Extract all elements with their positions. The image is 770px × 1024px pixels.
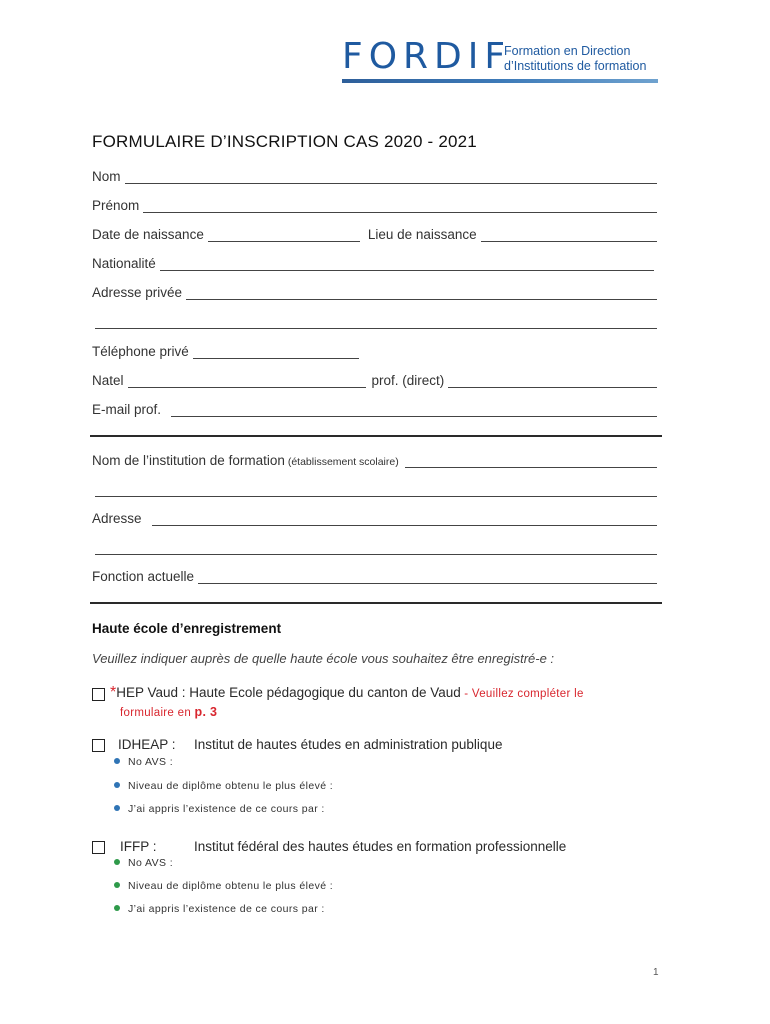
- bullet-dot-icon: [114, 905, 120, 911]
- input-line-prenom[interactable]: [143, 199, 657, 213]
- field-natel: [92, 370, 657, 388]
- idheap-bullet-avs: [114, 756, 173, 768]
- fordif-logo-wordmark: FORDIF: [342, 36, 512, 77]
- label-natel: Natel: [92, 373, 124, 388]
- section-divider-2: [90, 602, 662, 604]
- field-institution: [92, 450, 657, 468]
- label-nom: Nom: [92, 169, 121, 184]
- label-telephone-prive: Téléphone privé: [92, 344, 189, 359]
- field-adresse-institution: [92, 508, 657, 526]
- section-divider-1: [90, 435, 662, 437]
- label-date-naissance: Date de naissance: [92, 227, 204, 242]
- label-adresse-institution: Adresse: [92, 511, 142, 526]
- checkbox-idheap[interactable]: [92, 739, 105, 752]
- logo-underline-bar: [342, 79, 658, 83]
- input-line-lieu-naissance[interactable]: [481, 228, 657, 242]
- label-email-prof: E-mail prof.: [92, 402, 162, 417]
- idheap-name: Institut de hautes études en administration publique: [194, 737, 503, 752]
- idheap-bullet-diplome: [114, 780, 333, 792]
- input-line-email-prof[interactable]: [171, 403, 657, 417]
- field-adresse-privee: [92, 282, 657, 300]
- iffp-bullet-diplome: [114, 880, 333, 892]
- input-line-fonction-actuelle[interactable]: [198, 570, 657, 584]
- form-title: FORMULAIRE D’INSCRIPTION CAS 2020 - 2021: [92, 132, 477, 151]
- bullet-dot-icon: [114, 805, 120, 811]
- input-line-adresse-privee-2[interactable]: [95, 315, 657, 329]
- idheap-bullet-source-text: J’ai appris l’existence de ce cours par :: [128, 803, 325, 815]
- field-adresse-institution-2: [92, 537, 657, 555]
- input-line-nom[interactable]: [125, 170, 657, 184]
- idheap-bullet-diplome-text: Niveau de diplôme obtenu le plus élevé :: [128, 780, 334, 792]
- field-adresse-privee-2: [92, 311, 657, 329]
- iffp-bullet-source: [114, 903, 325, 915]
- fordif-logo-subtitle: [504, 44, 646, 74]
- label-institution: Nom de l’institution de formation: [92, 453, 285, 468]
- label-prenom: Prénom: [92, 198, 140, 213]
- field-naissance: [92, 224, 657, 242]
- input-line-adresse-privee[interactable]: [186, 286, 657, 300]
- field-fonction-actuelle: [92, 566, 657, 584]
- required-star-icon: *: [110, 684, 117, 701]
- hep-vaud-note-text: formulaire en: [120, 707, 192, 719]
- logo-subtitle-line2: d’Institutions de formation: [504, 59, 647, 73]
- label-lieu-naissance: Lieu de naissance: [367, 227, 477, 242]
- bullet-dot-icon: [114, 859, 120, 865]
- field-nom: [92, 166, 657, 184]
- label-institution-small: (établissement scolaire): [287, 456, 399, 468]
- bullet-dot-icon: [114, 758, 120, 764]
- checkbox-iffp[interactable]: [92, 841, 105, 854]
- iffp-code: IFFP :: [120, 839, 157, 854]
- iffp-name: Institut fédéral des hautes études en formation professionnelle: [194, 839, 567, 854]
- checkbox-hep-vaud[interactable]: [92, 688, 105, 701]
- idheap-bullet-avs-text: No AVS :: [128, 756, 174, 768]
- hep-vaud-name: Haute Ecole pédagogique du canton de Vaud: [189, 685, 461, 700]
- idheap-code: IDHEAP :: [118, 737, 176, 752]
- input-line-prof-direct[interactable]: [448, 374, 657, 388]
- input-line-adresse-institution[interactable]: [152, 512, 657, 526]
- bullet-dot-icon: [114, 882, 120, 888]
- input-line-institution[interactable]: [405, 454, 657, 468]
- iffp-bullet-avs: [114, 857, 173, 869]
- field-email-prof: [92, 399, 657, 417]
- idheap-bullet-source: [114, 803, 325, 815]
- label-adresse-privee: Adresse privée: [92, 285, 183, 300]
- label-nationalite: Nationalité: [92, 256, 156, 271]
- hep-vaud-note-page: p. 3: [194, 705, 218, 719]
- field-telephone-prive: [92, 341, 657, 359]
- input-line-adresse-institution-2[interactable]: [95, 541, 657, 555]
- input-line-nationalite[interactable]: [160, 257, 654, 271]
- field-prenom: [92, 195, 657, 213]
- iffp-bullet-source-text: J’ai appris l’existence de ce cours par :: [128, 903, 325, 915]
- hep-vaud-code: HEP Vaud :: [116, 685, 186, 700]
- page-number: 1: [653, 967, 659, 978]
- option-hep-vaud: [110, 684, 584, 702]
- input-line-institution-2[interactable]: [95, 483, 657, 497]
- field-institution-2: [92, 479, 657, 497]
- field-nationalite: [92, 253, 654, 271]
- label-prof-direct: prof. (direct): [371, 373, 445, 388]
- input-line-natel[interactable]: [128, 374, 366, 388]
- hep-vaud-note-line2: [120, 705, 217, 719]
- logo-subtitle-line1: Formation en Direction: [504, 44, 631, 58]
- haute-ecole-heading: Haute école d’enregistrement: [92, 621, 282, 636]
- bullet-dot-icon: [114, 782, 120, 788]
- hep-vaud-note: - Veuillez compléter le: [460, 688, 584, 700]
- iffp-bullet-avs-text: No AVS :: [128, 857, 174, 869]
- input-line-date-naissance[interactable]: [208, 228, 360, 242]
- iffp-bullet-diplome-text: Niveau de diplôme obtenu le plus élevé :: [128, 880, 334, 892]
- label-fonction-actuelle: Fonction actuelle: [92, 569, 195, 584]
- input-line-telephone-prive[interactable]: [193, 345, 359, 359]
- haute-ecole-instruction: Veuillez indiquer auprès de quelle haute école vous souhaitez être enregistré-e :: [92, 651, 555, 666]
